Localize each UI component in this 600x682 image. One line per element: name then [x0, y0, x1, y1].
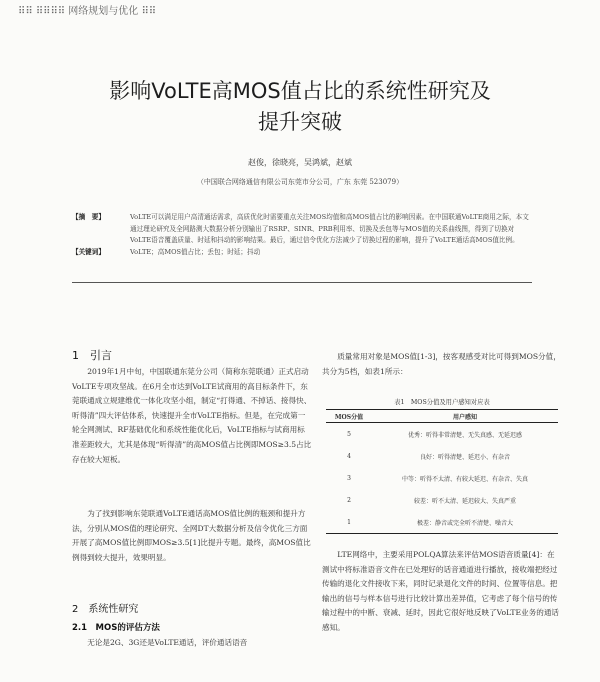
perception-cell: 中等：听得不太清、有较大延迟、有杂音、失真: [401, 475, 528, 483]
polqa-paragraph: LTE网络中，主要采用POLQA算法来评估MOS语音质量[4]：在测试中将标准语音文件在已处理好的话音通道进行播放，接收端把经过传输的退化文件接收下来，同时记录退化文件的时间、位置等信息。把输出的信号与样本信号进行比较计算出差异值，它考虑了每个信号的传输过程中的中断、衰减、延时，因此它很好地反映了VoLTE业务的通话感知。: [322, 550, 560, 632]
title-line-1: 影响VoLTE高MOS值占比的系统性研究及: [109, 79, 491, 103]
perception-cell: 较差：听不太清、延迟较大、失真严重: [413, 497, 516, 505]
left-column-body-2: [72, 507, 312, 565]
keywords-text: VoLTE；高MOS值占比；丢包；时延；抖动: [130, 247, 261, 256]
title-line-2: 提升突破: [258, 110, 342, 134]
table-header-row: [326, 410, 558, 423]
left-column-body: [72, 365, 312, 467]
section-1-heading: 1 引言: [72, 349, 112, 362]
mos-value-cell: 4: [347, 452, 351, 460]
table-row: [326, 467, 558, 489]
right-column-bottom: [322, 548, 562, 636]
section-2-heading: 2 系统性研究: [72, 604, 139, 615]
running-header: ⠿⠿ ⠿⠿⠿⠿ 网络规划与优化 ⠿⠿: [18, 6, 157, 17]
keywords-label: 【关键词】: [72, 247, 105, 256]
intro-paragraph-1: 2019年1月中旬，中国联通东莞分公司（简称东莞联通）正式启动VoLTE专项攻坚战。在6月全市达到VoLTE试商用的高目标条件下，东莞联通成立规建维优一体化攻坚小组，制定“打得通、不掉话、接得快、听得清”四大评估体系，快速提升全市VoLTE指标。但是，在完成第一轮全网测试、RF基础优化和系统性能优化后，VoLTE指标与试商用标准差距较大，尤其是体现“听得清”的高MOS值占比例即MOS≥3.5占比存在较大短板。: [72, 367, 312, 464]
authors: 赵俊，徐晓亮，吴鸿斌，赵斌: [248, 158, 352, 167]
mos-table: [326, 409, 558, 534]
mos-value-cell: 2: [347, 496, 351, 504]
table-header-mos: MOS分值: [326, 410, 372, 423]
abstract-block: [72, 212, 532, 258]
perception-cell: 优秀：听得非常清楚、无失真感、无延迟感: [407, 431, 522, 439]
perception-cell: 良好：听得清楚、延迟小、有杂音: [419, 453, 510, 461]
method-paragraph: 无论是2G、3G还是VoLTE通话，评价通话语音: [87, 638, 248, 647]
affiliation: （中国联合网络通信有限公司东莞市分公司，广东 东莞 523079）: [196, 178, 404, 186]
table-row: [326, 423, 558, 446]
perception-cell: 极差：静音或完全听不清楚、噪音大: [372, 511, 558, 534]
abstract-label: 【摘 要】: [72, 213, 105, 221]
table-1-caption: 表1 MOS分值及用户感知对应表: [394, 399, 490, 406]
left-column-body-3: [72, 636, 312, 651]
right-column-top: [322, 350, 562, 379]
table-row: [326, 511, 558, 534]
abstract-divider: [72, 282, 532, 283]
mos-value-cell: 5: [347, 430, 351, 438]
mos-value-cell: 3: [347, 474, 351, 482]
table-row: [326, 489, 558, 511]
intro-paragraph-2: 为了找到影响东莞联通VoLTE通话高MOS值比例的瓶颈和提升方法，分别从MOS值的理论研究、全网DT大数据分析及信令优化三方面开展了高MOS值比例即MOS≥3.5[1]比提升专题。最终，高MOS值比例得到较大提升，效果明显。: [72, 509, 311, 562]
abstract-text: VoLTE可以满足用户高清通话需求，高质优化时需要重点关注MOS均值和高MOS值占比的影响因素。在中国联通VoLTE商用之际，本文通过理论研究及全网路测大数据分析分别输出了RSRP、SINR、PRB利用率、切换及丢包等与MOS值的关系曲线图，得到了切换对VoLTE语音覆盖质量、时延和抖动的影响结果。最后，通过信令优化方法减少了切换过程的影响，提升了VoLTE通话高MOS值比例。: [130, 213, 529, 244]
table-header-perception: 用户感知: [372, 410, 558, 423]
mos-intro-paragraph: 质量常用对象是MOS值[1-3]，按客观感受对比可得到MOS分值，共分为5档，如表1所示：: [322, 352, 561, 376]
paper-title: [0, 76, 600, 138]
mos-value-cell: 1: [326, 511, 372, 534]
abstract-row: [72, 212, 532, 247]
keywords-row: [72, 247, 532, 259]
section-2-1-heading: 2.1 MOS的评估方法: [72, 623, 160, 633]
table-row: [326, 445, 558, 467]
